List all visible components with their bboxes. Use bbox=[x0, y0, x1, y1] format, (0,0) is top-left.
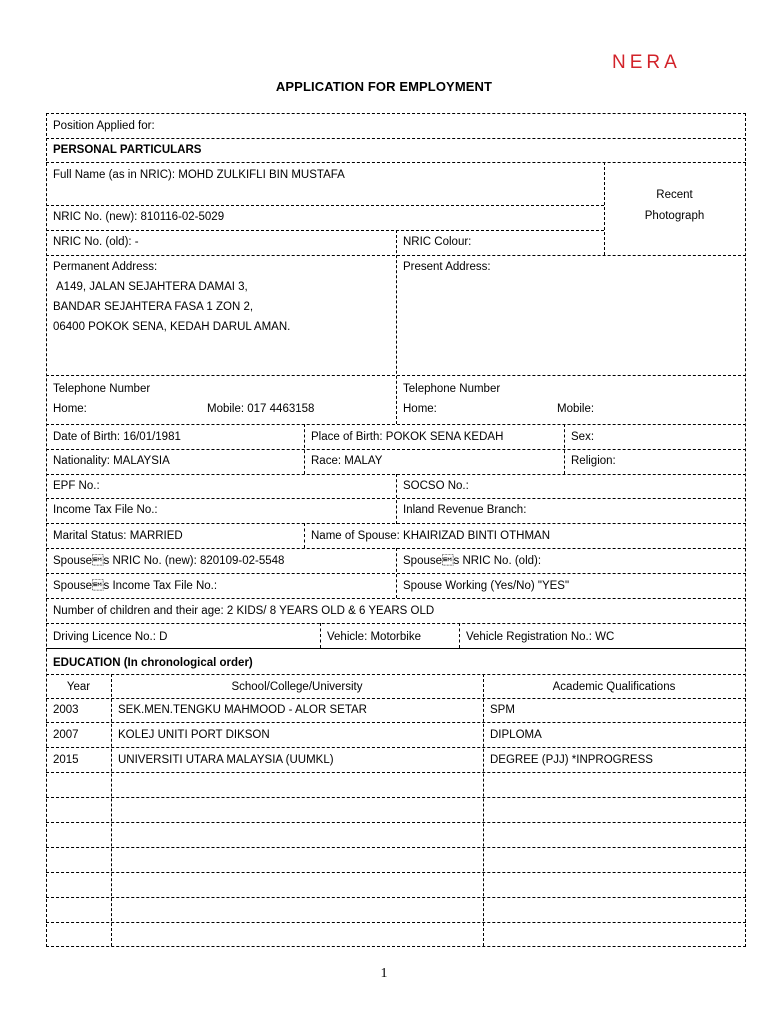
edu-year-cell[interactable]: 2003 bbox=[53, 704, 79, 716]
income-tax-field[interactable]: Income Tax File No.: bbox=[53, 504, 158, 516]
nationality-field[interactable]: Nationality: MALAYSIA bbox=[53, 455, 170, 467]
edu-qualification-cell[interactable] bbox=[490, 778, 745, 792]
edu-school-cell[interactable] bbox=[118, 927, 483, 941]
spouse-working-field[interactable]: Spouse Working (Yes/No) "YES" bbox=[403, 580, 570, 592]
edu-qualification-cell[interactable] bbox=[490, 927, 745, 941]
spouse-nric-old-field[interactable]: Spouses NRIC No. (old): bbox=[403, 555, 542, 567]
edu-year-cell[interactable]: 2007 bbox=[53, 729, 79, 741]
full-name-field[interactable]: Full Name (as in NRIC): MOHD ZULKIFLI BIN MUSTAFA bbox=[53, 169, 345, 181]
edu-qualification-cell[interactable] bbox=[490, 803, 745, 817]
nric-new-field[interactable]: NRIC No. (new): 810116-02-5029 bbox=[53, 211, 225, 223]
sex-field[interactable]: Sex: bbox=[571, 431, 595, 443]
permanent-address-line-1[interactable]: A149, JALAN SEJAHTERA DAMAI 3, bbox=[56, 281, 248, 293]
edu-year-cell[interactable]: 2015 bbox=[53, 754, 79, 766]
edu-school-cell[interactable] bbox=[118, 778, 483, 792]
inland-revenue-field[interactable]: Inland Revenue Branch: bbox=[403, 504, 527, 516]
edu-school-cell[interactable] bbox=[118, 828, 483, 842]
permanent-address-line-2[interactable]: BANDAR SEJAHTERA FASA 1 ZON 2, bbox=[53, 301, 254, 313]
edu-school-cell[interactable] bbox=[118, 853, 483, 867]
logo-text: NERA bbox=[612, 52, 681, 72]
home-phone-left[interactable]: Home: bbox=[53, 403, 87, 415]
spouse-name-field[interactable]: Name of Spouse: KHAIRIZAD BINTI OTHMAN bbox=[311, 530, 551, 542]
vehicle-field[interactable]: Vehicle: Motorbike bbox=[327, 631, 421, 643]
marital-status-field[interactable]: Marital Status: MARRIED bbox=[53, 530, 183, 542]
permanent-address-line-3[interactable]: 06400 POKOK SENA, KEDAH DARUL AMAN. bbox=[53, 321, 291, 333]
page-title: APPLICATION FOR EMPLOYMENT bbox=[275, 79, 493, 94]
telephone-label-right: Telephone Number bbox=[403, 383, 501, 395]
mobile-phone-left[interactable]: Mobile: 017 4463158 bbox=[207, 403, 315, 415]
mobile-phone-right[interactable]: Mobile: bbox=[557, 403, 595, 415]
edu-school-cell[interactable] bbox=[118, 878, 483, 892]
present-address-label: Present Address: bbox=[403, 261, 491, 273]
edu-year-cell[interactable] bbox=[53, 828, 111, 842]
edu-school-cell[interactable] bbox=[118, 803, 483, 817]
edu-school-cell[interactable]: UNIVERSITI UTARA MALAYSIA (UUMKL) bbox=[118, 754, 334, 766]
epf-field[interactable]: EPF No.: bbox=[53, 480, 100, 492]
telephone-label-left: Telephone Number bbox=[53, 383, 151, 395]
edu-qualification-cell[interactable]: DIPLOMA bbox=[490, 729, 542, 741]
nric-old-field[interactable]: NRIC No. (old): - bbox=[53, 236, 139, 248]
photo-label-line2: Photograph bbox=[644, 210, 705, 222]
date-of-birth-field[interactable]: Date of Birth: 16/01/1981 bbox=[53, 431, 181, 443]
section-personal-heading: PERSONAL PARTICULARS bbox=[53, 144, 202, 156]
driving-licence-field[interactable]: Driving Licence No.: D bbox=[53, 631, 168, 643]
edu-year-cell[interactable] bbox=[53, 927, 111, 941]
edu-header-qualification: Academic Qualifications bbox=[552, 681, 676, 693]
spouse-nric-new-field[interactable]: Spouses NRIC No. (new): 820109-02-5548 bbox=[53, 555, 285, 567]
section-education-heading: EDUCATION (In chronological order) bbox=[53, 657, 253, 669]
spouse-tax-field[interactable]: Spouses Income Tax File No.: bbox=[53, 580, 218, 592]
edu-header-year: Year bbox=[66, 681, 91, 693]
edu-year-cell[interactable] bbox=[53, 878, 111, 892]
edu-qualification-cell[interactable] bbox=[490, 903, 745, 917]
religion-field[interactable]: Religion: bbox=[571, 455, 616, 467]
nric-colour-field[interactable]: NRIC Colour: bbox=[403, 236, 472, 248]
edu-year-cell[interactable] bbox=[53, 803, 111, 817]
edu-year-cell[interactable] bbox=[53, 778, 111, 792]
home-phone-right[interactable]: Home: bbox=[403, 403, 437, 415]
socso-field[interactable]: SOCSO No.: bbox=[403, 480, 469, 492]
photo-label-line1: Recent bbox=[656, 189, 693, 201]
edu-qualification-cell[interactable] bbox=[490, 828, 745, 842]
vehicle-registration-field[interactable]: Vehicle Registration No.: WC bbox=[466, 631, 615, 643]
children-field[interactable]: Number of children and their age: 2 KIDS/ 8 YEARS OLD & 6 YEARS OLD bbox=[53, 605, 435, 617]
edu-year-cell[interactable] bbox=[53, 853, 111, 867]
edu-school-cell[interactable]: KOLEJ UNITI PORT DIKSON bbox=[118, 729, 270, 741]
permanent-address-label: Permanent Address: bbox=[53, 261, 158, 273]
edu-year-cell[interactable] bbox=[53, 903, 111, 917]
edu-qualification-cell[interactable] bbox=[490, 878, 745, 892]
position-applied-field[interactable]: Position Applied for: bbox=[53, 120, 155, 132]
place-of-birth-field[interactable]: Place of Birth: POKOK SENA KEDAH bbox=[311, 431, 504, 443]
edu-qualification-cell[interactable] bbox=[490, 853, 745, 867]
race-field[interactable]: Race: MALAY bbox=[311, 455, 383, 467]
edu-school-cell[interactable] bbox=[118, 903, 483, 917]
edu-qualification-cell[interactable]: DEGREE (PJJ) *INPROGRESS bbox=[490, 754, 653, 766]
edu-qualification-cell[interactable]: SPM bbox=[490, 704, 515, 716]
page-number: 1 bbox=[380, 966, 388, 981]
edu-header-school: School/College/University bbox=[231, 681, 363, 693]
edu-school-cell[interactable]: SEK.MEN.TENGKU MAHMOOD - ALOR SETAR bbox=[118, 704, 367, 716]
